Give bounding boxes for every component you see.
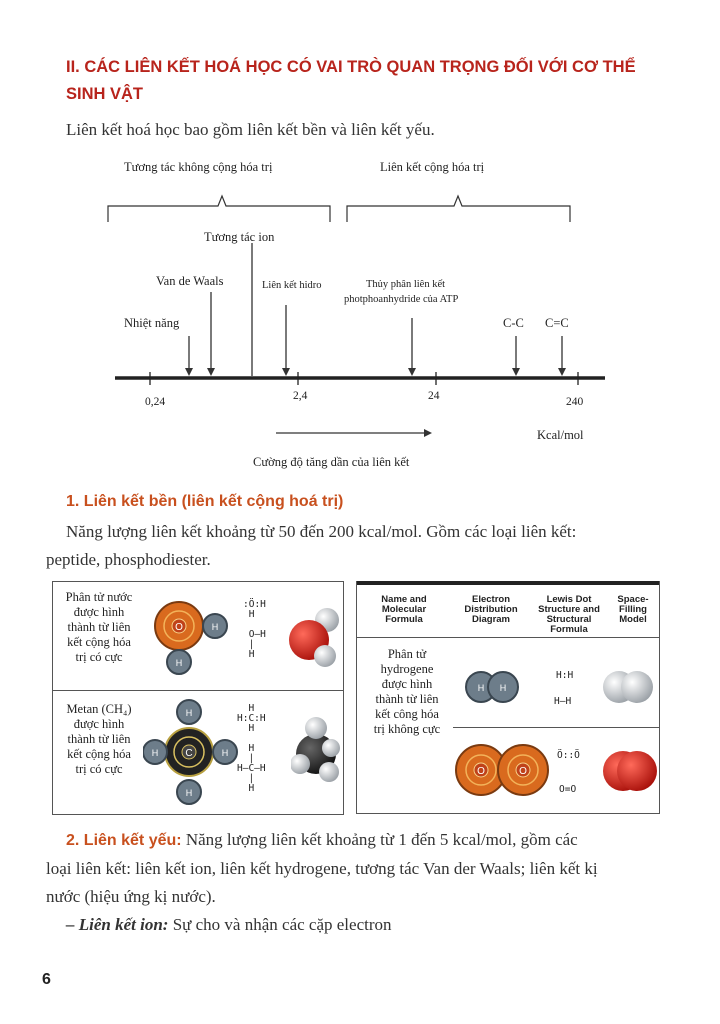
weak-bond-heading: 2. Liên kết yếu: (66, 832, 182, 849)
water-space-filling-model (287, 600, 339, 670)
water-lewis-structure: :Ö:H H O—H | H (243, 599, 266, 660)
methane-caption: Metan (CH₄) được hình thành từ liên kết cộng hóa trị có cực (66, 702, 132, 776)
label-thermal: Nhiệt năng (124, 316, 180, 330)
header-lewis-structure: Lewis Dot Structure and Structural Formula (538, 594, 600, 635)
tick-label-2: 2,4 (293, 390, 308, 402)
label-cc-single: C-C (503, 316, 524, 330)
label-noncovalent: Tương tác không cộng hóa trị (124, 160, 273, 174)
water-electron-diagram (147, 592, 247, 684)
o2-lewis-dot: Ö::Ö (557, 750, 580, 761)
ionic-term: – Liên kết ion: (66, 915, 169, 934)
h2-h-symbol-1: H (477, 683, 485, 693)
label-covalent: Liên kết cộng hóa trị (380, 160, 485, 174)
weak-text-line1: 2. Liên kết yếu: Năng lượng liên kết khoảng từ 1 đến 5 kcal/mol, gồm các (66, 830, 578, 849)
header-electron-diagram: Electron Distribution Diagram (464, 594, 518, 625)
methane-h-symbol-bottom: H (185, 788, 193, 798)
weak-bond-text (46, 826, 666, 939)
tick-label-3: 24 (428, 390, 440, 402)
intro-text: Liên kết hoá học bao gồm liên kết bền và liên kết yếu. (66, 120, 435, 139)
water-o-symbol: O (175, 622, 183, 633)
arrow-caption: Cường độ tăng dần của liên kết (253, 455, 410, 469)
unit-label: Kcal/mol (537, 428, 584, 442)
strong-bond-heading: 1. Liên kết bền (liên kết cộng hoá trị) (66, 493, 344, 510)
ionic-definition: – Liên kết ion: Sự cho và nhận các cặp electron (66, 915, 392, 934)
strong-bond-text (46, 518, 666, 574)
page-number: 6 (42, 971, 51, 988)
h2-electron-diagram (463, 669, 523, 705)
methane-electron-diagram (143, 696, 243, 808)
methane-c-symbol: C (185, 748, 193, 759)
section-heading-line1: II. CÁC LIÊN KẾT HOÁ HỌC CÓ VAI TRÒ QUAN TRỌNG ĐỐI VỚI CƠ THỂ (66, 58, 636, 76)
figure-covalent-nonpolar (356, 581, 660, 814)
label-ionic: Tương tác ion (204, 230, 275, 244)
o2-o-symbol-1: O (477, 766, 485, 777)
strong-text-line2: peptide, phosphodiester. (46, 550, 211, 569)
strong-text-line1: Năng lượng liên kết khoảng từ 50 đến 200 kcal/mol. Gồm các loại liên kết: (66, 522, 577, 541)
water-h2-symbol: H (175, 658, 183, 668)
o2-structural-formula: O=O (559, 784, 577, 795)
h2-space-filling-model (601, 669, 657, 705)
h2-structural-formula: H—H (554, 696, 572, 707)
hydrogen-caption: Phân tử hydrogene được hình thành từ liên kết công hóa trị không cực (373, 647, 441, 736)
methane-h-symbol-left: H (151, 748, 159, 758)
weak-text-line3: nước (hiệu ứng kị nước). (46, 887, 216, 906)
figure-right-header-divider (357, 637, 659, 638)
label-atp-line2: photphoanhydride của ATP (344, 294, 459, 305)
h2-h-symbol-2: H (499, 683, 507, 693)
section-heading (66, 58, 636, 104)
label-atp-line1: Thủy phân liên kết (366, 279, 446, 290)
tick-label-1: 0,24 (145, 396, 166, 408)
o2-space-filling-model (603, 743, 657, 799)
o2-electron-diagram (455, 741, 551, 799)
diagram-lines (0, 150, 720, 480)
header-space-filling: Space-Filling Model (617, 594, 649, 625)
h2-lewis-dot: H:H (556, 670, 574, 681)
figure-right-row-divider (453, 727, 659, 728)
water-h-symbol: H (211, 622, 219, 632)
figure-right-topbar (357, 581, 659, 585)
section-heading-line2: SINH VẬT (66, 85, 144, 103)
weak-text-line2: loại liên kết: liên kết ion, liên kết hydrogene, tương tác Van der Waals; liên kết kị (46, 859, 598, 878)
label-cc-double: C=C (545, 316, 569, 330)
o2-o-symbol-2: O (519, 766, 527, 777)
figure-left-divider (53, 690, 343, 691)
methane-space-filling-model (291, 714, 341, 790)
bond-energy-diagram (0, 150, 720, 480)
label-van-der-waals: Van de Waals (156, 274, 224, 288)
methane-h-symbol-right: H (221, 748, 229, 758)
methane-lewis-structure: H H:C:H H H | H—C—H | H (237, 703, 266, 794)
water-caption: Phân tử nước được hình thành từ liên kết cộng hóa trị có cực (65, 590, 133, 664)
methane-h-symbol-top: H (185, 708, 193, 718)
figure-covalent-polar (52, 581, 344, 815)
label-hydrogen: Liên kết hidro (262, 280, 322, 291)
tick-label-4: 240 (566, 396, 584, 408)
header-name-formula: Name and Molecular Formula (381, 594, 427, 625)
